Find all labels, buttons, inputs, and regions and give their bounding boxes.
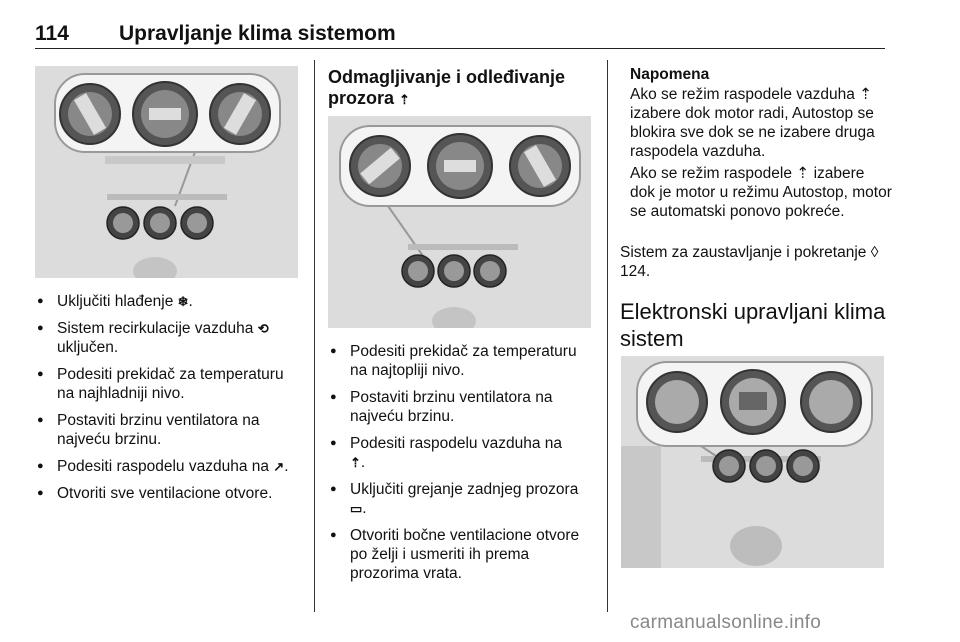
list-item xyxy=(328,526,596,583)
list-item-text: Postaviti brzinu ventilatora na najveću brzinu. xyxy=(57,412,260,448)
section-heading-electronic-ac: Elektronski upravljani klima sistem xyxy=(620,299,886,351)
list-item xyxy=(328,434,596,472)
note-title: Napomena xyxy=(630,66,710,83)
page-number: 114 xyxy=(35,22,69,45)
list-item-text: Podesiti raspodelu vazduha na xyxy=(57,458,269,475)
note-paragraph-2: Ako se režim raspodele ⇡ izabere dok je motor u režimu Autostop, motor se automatski ponovo pokreće. xyxy=(630,165,892,220)
rear-window-heating-icon: ▭ xyxy=(350,501,363,516)
column-divider-2 xyxy=(607,60,608,612)
list-item-suffix: . xyxy=(360,454,366,471)
list-item xyxy=(35,457,303,476)
list-item-text: Otvoriti bočne ventilacione otvore po želji i usmeriti ih prema prozorima vrata. xyxy=(350,527,580,582)
heading-text: Odmagljivanje i odleđivanje prozora xyxy=(328,67,566,108)
list-item xyxy=(328,480,596,518)
watermark: carmanualsonline.info xyxy=(630,612,822,633)
list-item-suffix: . xyxy=(188,293,193,310)
list-item xyxy=(328,342,596,380)
air-distribution-icon: ↗ xyxy=(273,459,285,474)
page-header xyxy=(35,22,885,49)
column-divider-1 xyxy=(314,60,315,612)
windscreen-defrost-icon: ⇡ xyxy=(350,455,361,470)
list-item-suffix: . xyxy=(362,500,367,517)
figure-manual-ac-panel xyxy=(35,66,298,278)
windscreen-defrost-icon: ⇡ xyxy=(399,92,410,107)
list-item xyxy=(35,411,303,449)
list-item-text: Uključiti hlađenje xyxy=(57,293,174,310)
bullet-list-cooling xyxy=(35,292,303,511)
list-item-text: Podesiti raspodelu vazduha na xyxy=(350,435,562,452)
page-title: Upravljanje klima sistemom xyxy=(119,22,396,45)
snowflake-icon: ❄ xyxy=(177,294,189,309)
list-item-suffix: . xyxy=(284,458,289,475)
recirculation-icon: ⟲ xyxy=(257,321,269,336)
list-item-text: Otvoriti sve ventilacione otvore. xyxy=(57,485,273,502)
list-item-text: Podesiti prekidač za temperaturu na najtopliji nivo. xyxy=(350,343,577,379)
list-item-text: Podesiti prekidač za temperaturu na najhladniji nivo. xyxy=(57,366,284,402)
bullet-list-defrost xyxy=(328,342,596,591)
list-item xyxy=(35,484,303,503)
stop-start-reference: Sistem za zaustavljanje i pokretanje ◊ 124. xyxy=(620,244,879,280)
list-item xyxy=(35,319,303,357)
list-item-text: Uključiti grejanje zadnjeg prozora xyxy=(350,481,579,498)
list-item xyxy=(328,388,596,426)
list-item-suffix: uključen. xyxy=(57,339,119,356)
list-item-text: Postaviti brzinu ventilatora na najveću brzinu. xyxy=(350,389,553,425)
section-heading-defrost xyxy=(328,67,598,110)
figure-electronic-ac-panel xyxy=(621,356,884,568)
note-paragraph-1: Ako se režim raspodele vazduha ⇡ izabere dok motor radi, Autostop se blokira sve dok se ne izabere druga raspodela vazduha. xyxy=(630,86,875,160)
list-item xyxy=(35,365,303,403)
list-item xyxy=(35,292,303,311)
list-item-text: Sistem recirkulacije vazduha xyxy=(57,320,254,337)
figure-manual-ac-panel-defrost xyxy=(328,116,591,328)
